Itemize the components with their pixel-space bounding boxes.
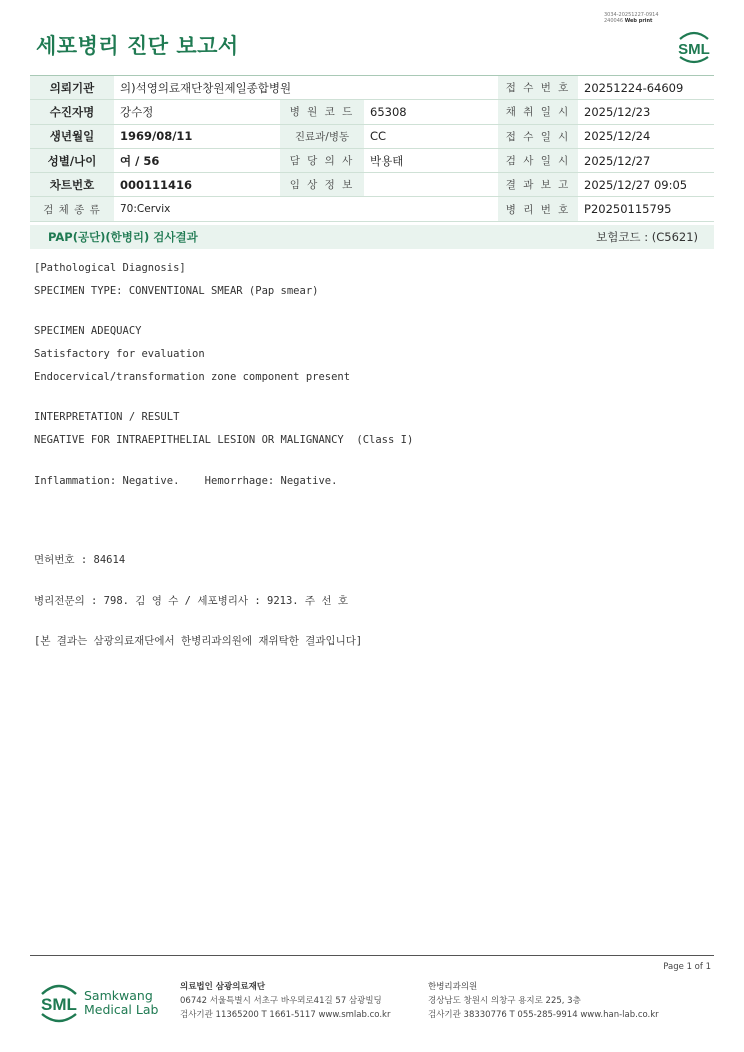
info-row — [30, 197, 714, 221]
info-label: 병 리 번 호 — [498, 197, 578, 221]
patient-info-table — [30, 75, 714, 222]
info-label: 접 수 일 시 — [498, 124, 578, 148]
footer-org-name: 의료법인 삼광의료재단 — [180, 982, 266, 992]
insurance-code: 보험코드 : (C5621) — [596, 230, 698, 244]
info-label: 수진자명 — [30, 100, 114, 124]
info-label: 결 과 보 고 — [498, 173, 578, 197]
info-value: 2025/12/24 — [578, 124, 714, 148]
info-label: 임 상 정 보 — [280, 173, 364, 197]
info-value: 2025/12/27 — [578, 148, 714, 172]
info-row — [30, 148, 714, 172]
footer-divider — [30, 955, 714, 956]
footer-org-name: 한병리과의원 — [428, 982, 478, 992]
report-line: INTERPRETATION / RESULT — [34, 411, 180, 423]
info-value: 1969/08/11 — [114, 124, 280, 148]
info-value: 여 / 56 — [114, 148, 280, 172]
info-row — [30, 76, 714, 100]
info-label: 검 체 종 류 — [30, 197, 114, 221]
report-line: Endocervical/transformation zone component present — [34, 371, 351, 383]
info-value: 2025/12/23 — [578, 100, 714, 124]
info-row — [30, 100, 714, 124]
info-value: 2025/12/27 09:05 — [578, 173, 714, 197]
company-name-line1: Samkwang — [84, 988, 153, 1003]
info-value: 박용태 — [364, 148, 498, 172]
document-code-line1: 3034-20251227-0914 — [604, 12, 659, 18]
document-code-line2: 240046 Web print — [604, 18, 653, 24]
company-name — [84, 989, 158, 1017]
sml-logo — [672, 28, 716, 64]
footer-contact: 검사기관 11365200 T 1661-5117 www.smlab.co.kr — [180, 1010, 391, 1020]
result-section-header — [30, 225, 714, 249]
result-section-title: PAP(공단)(한병리) 검사결과 — [48, 230, 198, 244]
sml-logo-text: SML — [678, 41, 710, 58]
info-value: CC — [364, 124, 498, 148]
info-value: 20251224-64609 — [578, 76, 714, 100]
info-value: 강수정 — [114, 100, 280, 124]
info-value: 000111416 — [114, 173, 280, 197]
info-value: 65308 — [364, 100, 498, 124]
info-value: 의)석영의료재단창원제일종합병원 — [114, 76, 498, 100]
footer-samkwang-info — [180, 980, 390, 1022]
footer-hanlab-info — [428, 980, 659, 1022]
info-label: 진료과/병동 — [280, 124, 364, 148]
info-label: 의뢰기관 — [30, 76, 114, 100]
info-label: 검 사 일 시 — [498, 148, 578, 172]
info-label: 성별/나이 — [30, 148, 114, 172]
info-value: 70:Cervix — [114, 197, 498, 221]
footer-address: 06742 서울특별시 서초구 바우뫼로41길 57 삼광빌딩 — [180, 996, 382, 1006]
info-value: P20250115795 — [578, 197, 714, 221]
info-label: 채 취 일 시 — [498, 100, 578, 124]
samkwang-logo-text: SML — [41, 995, 77, 1014]
info-value — [364, 173, 498, 197]
pathologist-line: 병리전문의 : 798. 김 영 수 / 세포병리사 : 9213. 주 선 호 — [34, 595, 349, 607]
page-title: 세포병리 진단 보고서 — [36, 34, 239, 58]
samkwang-logo — [36, 980, 82, 1026]
report-line: NEGATIVE FOR INTRAEPITHELIAL LESION OR MALIGNANCY (Class I) — [34, 434, 414, 446]
info-label: 생년월일 — [30, 124, 114, 148]
info-label: 병 원 코 드 — [280, 100, 364, 124]
footer-address: 경상남도 창원시 의창구 용지로 225, 3층 — [428, 996, 581, 1006]
report-line: SPECIMEN TYPE: CONVENTIONAL SMEAR (Pap smear) — [34, 285, 319, 297]
info-label: 접 수 번 호 — [498, 76, 578, 100]
document-code — [604, 12, 694, 24]
info-label: 차트번호 — [30, 173, 114, 197]
info-label: 담 당 의 사 — [280, 148, 364, 172]
report-line: Inflammation: Negative. Hemorrhage: Negative. — [34, 475, 338, 487]
report-line: SPECIMEN ADEQUACY — [34, 325, 142, 337]
report-line: Satisfactory for evaluation — [34, 348, 205, 360]
company-name-line2: Medical Lab — [84, 1002, 159, 1017]
report-line: [Pathological Diagnosis] — [34, 262, 186, 274]
page-number: Page 1 of 1 — [663, 962, 711, 972]
license-number: 면허번호 : 84614 — [34, 554, 126, 566]
info-row — [30, 173, 714, 197]
consignment-note: [본 결과는 삼광의료재단에서 한병리과의원에 재위탁한 결과입니다] — [34, 635, 363, 647]
info-row — [30, 124, 714, 148]
footer-contact: 검사기관 38330776 T 055-285-9914 www.han-lab.co.kr — [428, 1010, 659, 1020]
